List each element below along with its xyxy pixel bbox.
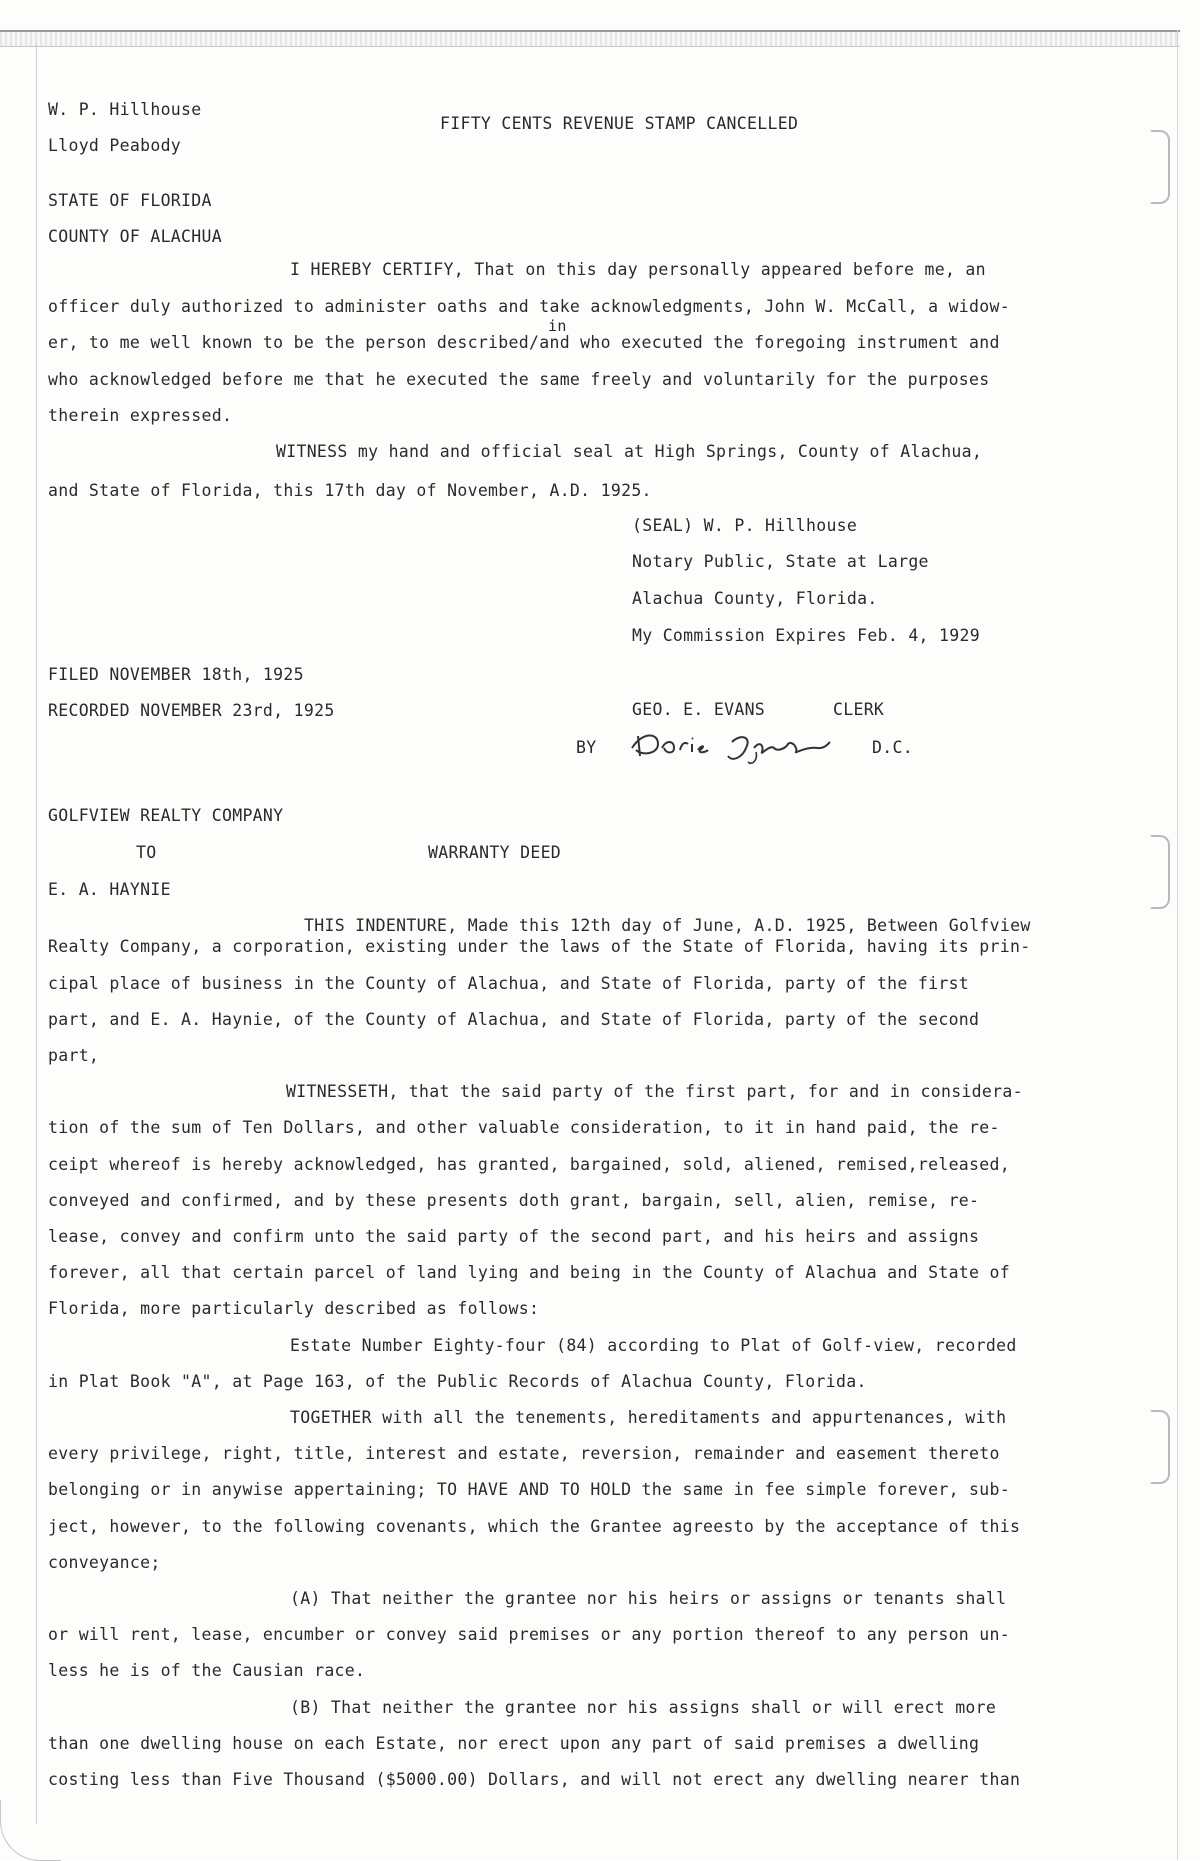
deed-line: THIS INDENTURE, Made this 12th day of June, A.D. 1925, Between Golfview <box>304 916 1031 935</box>
notary-commission: My Commission Expires Feb. 4, 1929 <box>632 626 980 645</box>
binder-hole-icon <box>1150 1410 1170 1484</box>
binder-hole-icon <box>1150 835 1170 909</box>
deed-line: WITNESSETH, that the said party of the first part, for and in considera- <box>286 1082 1023 1101</box>
certificate-line: er, to me well known to be the person described/and who executed the foregoing instrument and <box>48 333 1000 352</box>
deed-line: Estate Number Eighty-four (84) according to Plat of Golf-view, recorded <box>290 1336 1017 1355</box>
notary-title: Notary Public, State at Large <box>632 552 929 571</box>
deed-line: in Plat Book "A", at Page 163, of the Public Records of Alachua County, Florida. <box>48 1372 867 1391</box>
deputy-signature <box>628 722 838 766</box>
filed-date: FILED NOVEMBER 18th, 1925 <box>48 665 304 684</box>
certificate-line: therein expressed. <box>48 406 233 425</box>
deed-line: TOGETHER with all the tenements, hereditaments and appurtenances, with <box>290 1408 1007 1427</box>
deed-line: every privilege, right, title, interest and estate, reversion, remainder and easement thereto <box>48 1444 1000 1463</box>
deed-line: belonging or in anywise appertaining; TO HAVE AND TO HOLD the same in fee simple forever, sub- <box>48 1480 1010 1499</box>
county-line: COUNTY OF ALACHUA <box>48 227 222 246</box>
state-line: STATE OF FLORIDA <box>48 191 212 210</box>
stamp-note: FIFTY CENTS REVENUE STAMP CANCELLED <box>440 114 799 133</box>
covenant-line: (A) That neither the grantee nor his heirs or assigns or tenants shall <box>290 1589 1007 1608</box>
clerk-title: CLERK <box>833 700 885 719</box>
deed-line: conveyed and confirmed, and by these presents doth grant, bargain, sell, alien, remise, re- <box>48 1191 980 1210</box>
notary-county: Alachua County, Florida. <box>632 589 878 608</box>
deed-title: WARRANTY DEED <box>428 843 562 862</box>
deed-line: part, <box>48 1046 100 1065</box>
by-label: BY <box>576 738 597 757</box>
notary-seal-line: (SEAL) W. P. Hillhouse <box>632 516 858 535</box>
covenant-line: less he is of the Causian race. <box>48 1661 366 1680</box>
witness-line: and State of Florida, this 17th day of November, A.D. 1925. <box>48 481 652 500</box>
deputy-clerk-label: D.C. <box>872 738 913 757</box>
binder-hole-icon <box>1150 130 1170 204</box>
deed-line: lease, convey and confirm unto the said party of the second part, and his heirs and assigns <box>48 1227 980 1246</box>
deed-line: ject, however, to the following covenants, which the Grantee agreesto by the acceptance of this <box>48 1517 1021 1536</box>
right-edge-line <box>1177 30 1178 1860</box>
certificate-line: officer duly authorized to administer oaths and take acknowledgments, John W. McCall, a widow- <box>48 297 1010 316</box>
deed-line: ceipt whereof is hereby acknowledged, has granted, bargained, sold, aliened, remised,released, <box>48 1155 1010 1174</box>
covenant-line: than one dwelling house on each Estate, nor erect upon any part of said premises a dwelling <box>48 1734 980 1753</box>
top-border <box>0 30 1180 47</box>
certificate-line: I HEREBY CERTIFY, That on this day personally appeared before me, an <box>290 260 986 279</box>
deed-line: Realty Company, a corporation, existing under the laws of the State of Florida, having its prin- <box>48 937 1031 956</box>
grantee-name: E. A. HAYNIE <box>48 880 171 899</box>
deed-line: tion of the sum of Ten Dollars, and other valuable consideration, to it in hand paid, the re- <box>48 1118 1000 1137</box>
clerk-name: GEO. E. EVANS <box>632 700 766 719</box>
deed-line: cipal place of business in the County of Alachua, and State of Florida, party of the first <box>48 974 970 993</box>
certificate-insertion: in <box>548 317 567 335</box>
to-label: TO <box>136 843 157 862</box>
deed-line: forever, all that certain parcel of land lying and being in the County of Alachua and State of <box>48 1263 1010 1282</box>
covenant-line: costing less than Five Thousand ($5000.00) Dollars, and will not erect any dwelling nearer than <box>48 1770 1021 1789</box>
party-name: Lloyd Peabody <box>48 136 182 155</box>
recorded-date: RECORDED NOVEMBER 23rd, 1925 <box>48 701 335 720</box>
witness-line: WITNESS my hand and official seal at High Springs, County of Alachua, <box>276 442 983 461</box>
deed-line: conveyance; <box>48 1553 161 1572</box>
page-corner-curve <box>0 1800 61 1861</box>
covenant-line: or will rent, lease, encumber or convey said premises or any portion thereof to any person un- <box>48 1625 1010 1644</box>
certificate-line: who acknowledged before me that he executed the same freely and voluntarily for the purposes <box>48 370 990 389</box>
covenant-line: (B) That neither the grantee nor his assigns shall or will erect more <box>290 1698 997 1717</box>
deed-line: Florida, more particularly described as follows: <box>48 1299 540 1318</box>
left-margin-line <box>36 44 37 1824</box>
party-name: W. P. Hillhouse <box>48 100 202 119</box>
grantor-name: GOLFVIEW REALTY COMPANY <box>48 806 284 825</box>
deed-line: part, and E. A. Haynie, of the County of Alachua, and State of Florida, party of the second <box>48 1010 980 1029</box>
